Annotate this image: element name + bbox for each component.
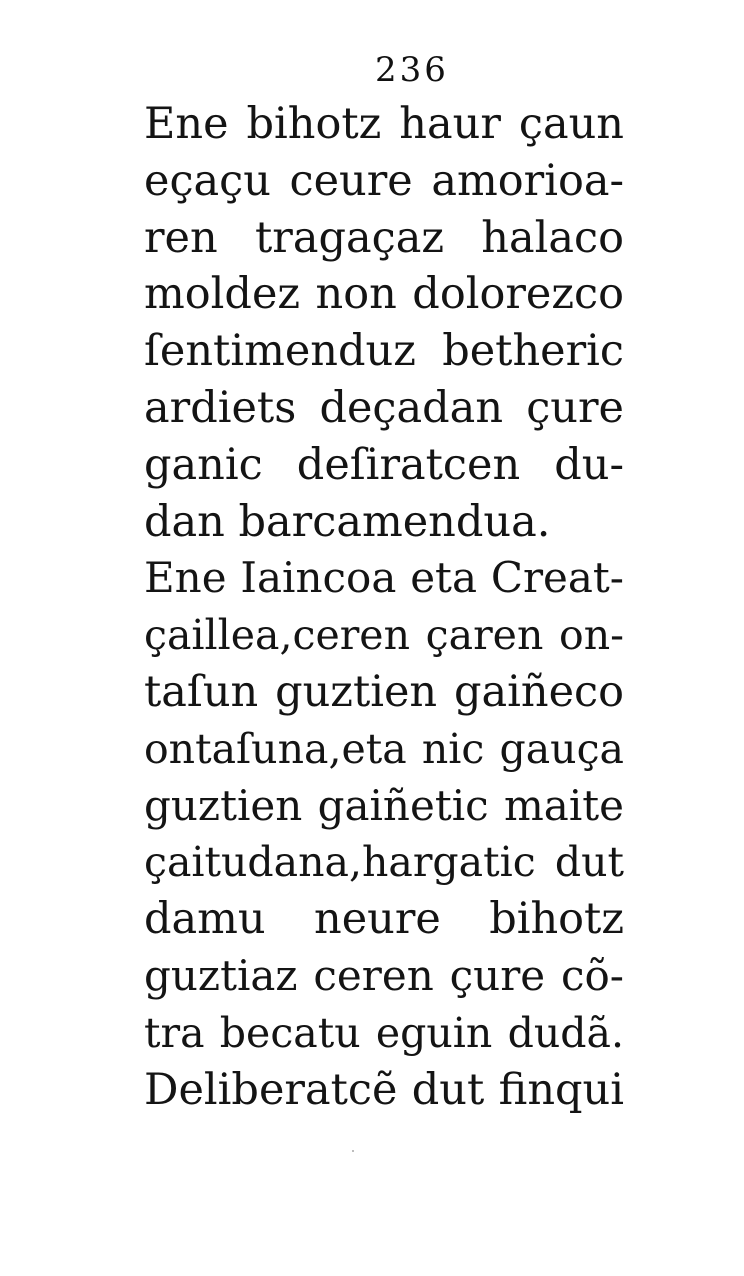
text-line: çaitudana,hargatic dut bbox=[144, 838, 624, 887]
text-line: Deliberatcẽ dut finqui bbox=[144, 1064, 624, 1115]
text-line: ganic deſiratcen du- bbox=[144, 439, 624, 490]
text-line: ontaſuna,eta nic gauça bbox=[144, 724, 624, 773]
text-line: damu neure bihotz bbox=[144, 894, 624, 945]
text-line: çaillea,ceren çaren on- bbox=[144, 611, 624, 660]
text-line: ſentimenduz betheric bbox=[144, 326, 624, 377]
text-line: moldez non dolorezco bbox=[144, 269, 624, 320]
text-line: Ene Iaincoa eta Creat- bbox=[144, 553, 624, 603]
text-line: ardiets deçadan çure bbox=[144, 382, 624, 433]
text-line: tra becatu eguin dudã. bbox=[144, 1008, 624, 1057]
text-line: taſun guztien gaiñeco bbox=[144, 666, 624, 717]
text-line: eçaçu ceure amorioa- bbox=[144, 155, 624, 206]
text-line: guztiaz ceren çure cõ- bbox=[144, 950, 624, 1000]
text-line: dan barcamendua. bbox=[144, 496, 551, 547]
ink-speck bbox=[352, 1150, 354, 1152]
text-line: guztien gaiñetic maite bbox=[144, 780, 624, 830]
body-text bbox=[144, 96, 624, 1118]
text-line: ren tragaçaz halaco bbox=[144, 212, 624, 263]
text-line: Ene bihotz haur çaun bbox=[144, 99, 624, 149]
page-number: 236 bbox=[375, 50, 449, 90]
